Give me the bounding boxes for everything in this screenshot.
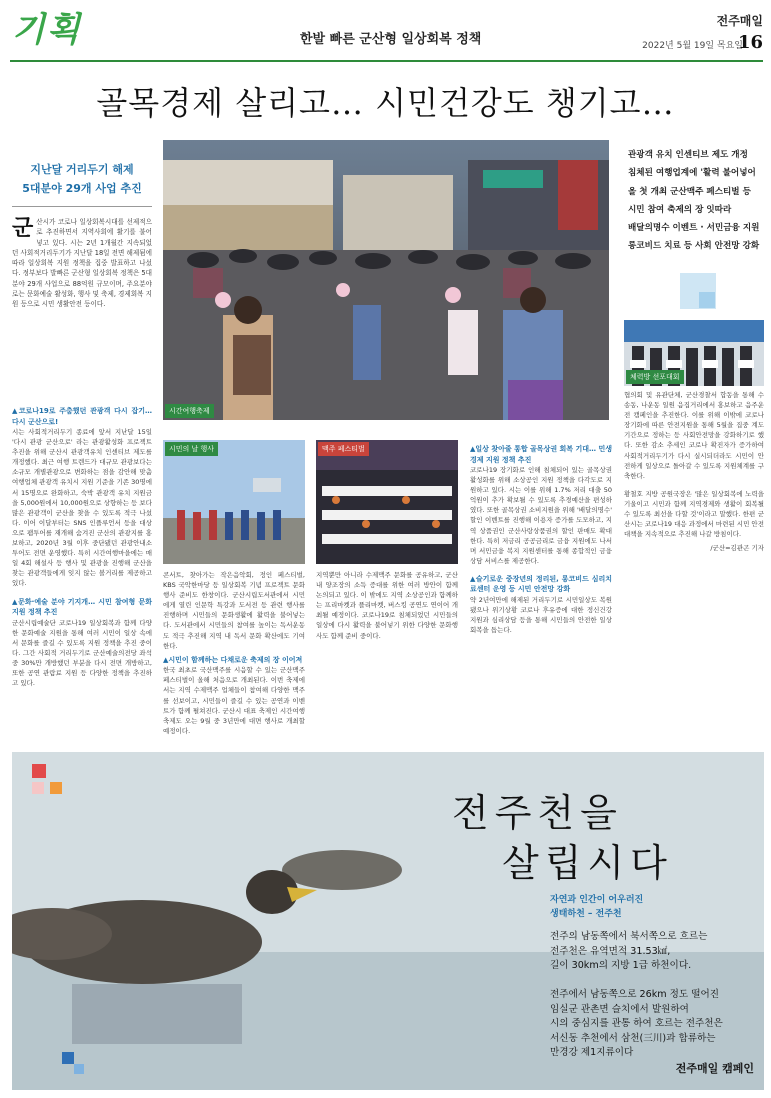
subhead-line2: 5대분야 29개 사업 추진 xyxy=(22,182,142,195)
citizens-day-caption: 시민의 날 행사 xyxy=(165,442,218,456)
page-number: 16 xyxy=(737,32,763,53)
left-column xyxy=(12,160,152,310)
citizens-day-art xyxy=(163,440,305,564)
topic2-title: ▲문화·예술 분야 기지개… 시민 참여형 문화 지원 정책 추진 xyxy=(12,597,152,616)
festival-photo-art xyxy=(163,140,609,420)
highlight-item: 올 첫 개최 군산맥주 페스티벌 등 xyxy=(628,186,751,197)
ad-line: 전주에서 남동쪽으로 26km 정도 떨어진 xyxy=(550,989,720,1000)
beer-festival-art xyxy=(316,440,458,564)
lead-paragraph xyxy=(12,217,152,310)
ad-subtitle2: 생태하천 – 전주천 xyxy=(550,909,622,919)
right-column xyxy=(628,146,764,256)
dropcap: 군 xyxy=(12,215,34,241)
ad-line: 길이 30km의 지방 1급 하천이다. xyxy=(550,960,692,971)
subhead-line1: 지난달 거리두기 해제 xyxy=(30,163,134,176)
col1-text: 콘서트, 찾아가는 작은음악회, 정인 페스티벌, KBS 국악한마당 등 일상회복 기념 프로젝트 문화 행사 준비도 한창이다. 군산시립도서관에서 시민에게 열린 인문학 특강과 도서전 등 관련 행사를 진행하며 시민들의 문화생활에 활력을 불어넣는다. 도서관에서 시민들의 참여를 높이는 독서운동도 적극 추진해 지역 내 독서 문화 확산에도 기여한다. xyxy=(163,571,305,650)
ad-title-line1: 전주천을 xyxy=(452,791,623,835)
header-rule xyxy=(10,60,763,62)
right-lower-paragraph: 협의회 및 유관단체, 군산경찰서 합동을 통해 수송동, 나운동 일원 음집거리에서 홍보하고 음주운전 캠페인을 추진한다. 이를 위해 이밖에 코로나 장기화에 따른 안전지원을 통해 5월을 집중 계도기간으로 정하는 등 사회안전망을 강화하기로 했다. 또한 감소 추세인 코로나 확진자가 증가하여 사회적거리두기가 다시 실시되더라도 시민이 안전하게 일상으로 돌아갈 수 있도록 지원체계를 구축한다. xyxy=(624,391,764,480)
ad-line: 전주천은 유역면적 31.53㎢, xyxy=(550,945,671,957)
right-lower-text xyxy=(624,390,764,553)
ad-title-line2: 살립시다 xyxy=(502,841,673,885)
decorative-square xyxy=(50,782,62,794)
col3-text: 코로나19 장기화로 인해 침체되어 있는 골목상권 활성화를 위해 소상공인 지원 정책을 다각도로 지원하고 있다. 시는 이를 위해 1.7% 저리 대출 50억원이 추가 확보될 수 있도록 추경예산을 편성하였다. 또한 골목상권 소비지원을 위해 '배달의명수' 할인 이벤트를 진행해 이용자 증가를 도모하고, 지역 상품권인 군산사랑상품권의 할인 판매도 확대한다. 특히 저금리 공공금리로 금융 지원에도 나서며 서민금융 복지 지원센터를 통해 종합적인 금융상담 서비스를 제공한다. xyxy=(470,466,612,565)
section-logo: 기획 xyxy=(12,10,82,50)
beer-festival-caption: 맥주 페스티벌 xyxy=(318,442,369,456)
col1-head: ▲시민이 함께하는 다채로운 축제의 장 이어져 xyxy=(163,655,303,664)
highlight-item: 침체된 여행업계에 '활력 불어넣어 xyxy=(628,168,756,179)
col3-text2: 약 2년여만에 해제된 거리두기로 시민일상도 복원됐으나 위기상황 코로나 후유증에 대한 정신건강 지원과 심리상담 등을 통해 시민들의 안전한 일상회복을 돕는다. xyxy=(470,595,612,635)
ad-line: 시의 중심지를 관통 하여 호르는 전주천은 xyxy=(550,1018,723,1029)
ad-brand: 전주매일 캠페인 xyxy=(675,1062,754,1075)
highlight-list xyxy=(628,146,764,256)
ad-paragraph2 xyxy=(550,988,760,1061)
topic1-text: 시는 사회적거리두기 종료에 앞서 지난달 15일 '다시 관광 군산으로' 라는 관광활성화 프로젝트 추진을 위해 군산시 관광객유치 인센티브 제도를 개정했다. 최근 여행 트렌드가 대규모 관광보다는 소규모 개별관광으로 변화하는 점을 감안해 맞춤 여행업체 관광객 유치시 지원 기준을 기존 30명에서 15명으로 완화하고, 숙박 관광객 유치 지원금을 5,000원에서 10,000원으로 상향하는 등 보다 많은 관광객이 군산을 찾을 수 있도록 적극 나섰다. 이어 이달부터는 SNS 인플루언서 등을 대상으로 팸투어를 재개해 숨겨진 군산의 관광지를 홍보하고, 2020년 3월 이후 중단됐던 관광안내소 투어도 전면 운영했다. 특히 시간여행마을에는 매일 4회 해설사 등 행사 및 관광을 진행해 군산을 찾는 관광객들에게 잊지 않는 볼거리를 제공하고 있다. xyxy=(12,428,152,588)
col2-text: 지역뿐만 아니라 수제맥주 문화를 공유하고, 군산 내 양조장의 소득 증대를 위한 여러 방안이 함께 논의되고 있다. 이 밖에도 지역 소상공인과 함께하는 프리마켓과 플리마켓, 버스킹 공연도 연이어 개최될 예정이다. 코로나19로 침체되었던 시민들의 일상에 다시 활력을 불어넣기 위한 다양한 문화행사도 함께 준비 중이다. xyxy=(316,571,458,640)
subhead-rule xyxy=(12,206,152,207)
left-body-text xyxy=(12,402,152,688)
decorative-square xyxy=(32,764,46,778)
page-header xyxy=(0,0,771,62)
middle-column-3 xyxy=(470,440,612,635)
headline: 골목경제 살리고… 시민건강도 챙기고… xyxy=(96,84,675,122)
highlight-item: 배달의명수 이벤트 · 서민금융 지원 xyxy=(628,223,760,234)
ceremony-photo xyxy=(624,320,764,386)
right-lower-paragraph2: 황철호 지방 공원국장은 '많은 일상회복에 노력을 기울이고 시민과 함께 지역경제와 생활이 회복될 수 있도록 최선을 다할 것'이라고 말했다. 한편 군산시는 코로나19 대응 과정에서 마련된 시민 안전 대책을 지속적으로 추진해 나갈 방침이다. xyxy=(624,489,764,539)
middle-column-1 xyxy=(163,570,305,736)
main-photo-caption: 시간여행축제 xyxy=(165,404,214,418)
ad-line: 임실군 관촌면 슬치에서 발원하여 xyxy=(550,1003,689,1015)
col1-text2: 한국 최초로 국산맥주를 시음할 수 있는 군산맥주 페스티벌이 올해 처음으로 개최된다. 이번 축제에서는 지역 수제맥주 업체들이 참여해 다양한 맥주를 선보이고, 시민들이 즐길 수 있는 공연과 이벤트가 함께 펼쳐진다. 군산시 대표 축제인 시간여행축제도 오는 9월 중 3년만에 대면 행사로 개최할 예정이다. xyxy=(163,666,305,735)
beer-festival-photo xyxy=(316,440,458,564)
decorative-square xyxy=(32,782,44,794)
col3-head2: ▲슬기로운 중장년의 정리된, 롱코비드 심리치료센터 운영 등 시민 안전망 강화 xyxy=(470,574,612,594)
main-photo xyxy=(163,140,609,420)
ad-subtitle1: 자연과 인간이 어우러진 xyxy=(550,895,644,905)
decorative-square xyxy=(74,1064,84,1074)
highlight-item: 시민 참여 축제의 장 잇따라 xyxy=(628,204,732,215)
ad-paragraph1 xyxy=(550,930,760,974)
citizens-day-photo xyxy=(163,440,305,564)
issue-date: 2022년 5월 19일 목요일 xyxy=(642,41,743,51)
topic2-text: 군산시립예술단 코로나19 일상회복과 함께 다양한 문화예술 지원을 통해 여러 시민이 일상 속에서 문화를 즐길 수 있도록 지원 정책을 추진 중이다. 그간 사회적 거리두기로 군산예술의전당 좌석 중 30%만 개방했던 부분을 다시 전면 개방하고, 또한 공연 관람료 지원 등 다양한 정책을 추진하고 있다. xyxy=(12,618,152,688)
campaign-ad xyxy=(12,752,764,1090)
ad-line: 서신동 추천에서 삼천(三川)과 합류하는 xyxy=(550,1032,716,1044)
middle-column-2 xyxy=(316,570,458,641)
lead-text: 산시가 코로나 일상회복시대를 선제적으로 추진하면서 지역사회에 활기를 불어넣고 있다. 시는 2년 1개월간 지속되었던 사회적거리두기가 지난달 18일 전면 해제됨에 따라 일상회복 지원 정책을 집중 발표하고 나섰다. 정부보다 발빠른 군산형 일상회복 정책은 5대분야 29개 사업으로 88억원 규모이며, 주요분야로는 문화예술 활성화, 행사 및 축제, 경제회복 지원 등으로 시민 생활안전 등이다. xyxy=(12,218,152,309)
highlight-item: 관광객 유치 인센티브 제도 개정 xyxy=(628,150,748,160)
decorative-square xyxy=(62,1052,74,1064)
col3-head: ▲일상 찾아줄 통합 골목상권 회복 기대… 민생경제 지원 정책 추진 xyxy=(470,445,612,464)
decorative-square xyxy=(699,292,715,308)
ad-line: 전주의 남동쪽에서 북서쪽으로 흐르는 xyxy=(550,931,708,942)
paper-name: 전주매일 xyxy=(716,14,763,28)
ceremony-photo-caption: 체력방 선포대회 xyxy=(626,370,684,384)
topic1-title: ▲코로나19로 주춤했던 관광객 다시 잡기… 다시 군산으로! xyxy=(12,407,152,426)
ad-line: 만경강 제1지류이다 xyxy=(550,1047,634,1058)
section-title: 한발 빠른 군산형 일상회복 정책 xyxy=(300,32,482,47)
highlight-item: 롱코비드 치료 등 사회 안전망 강화 xyxy=(628,241,760,252)
byline: /군산=김관곤 기자 xyxy=(710,544,764,553)
